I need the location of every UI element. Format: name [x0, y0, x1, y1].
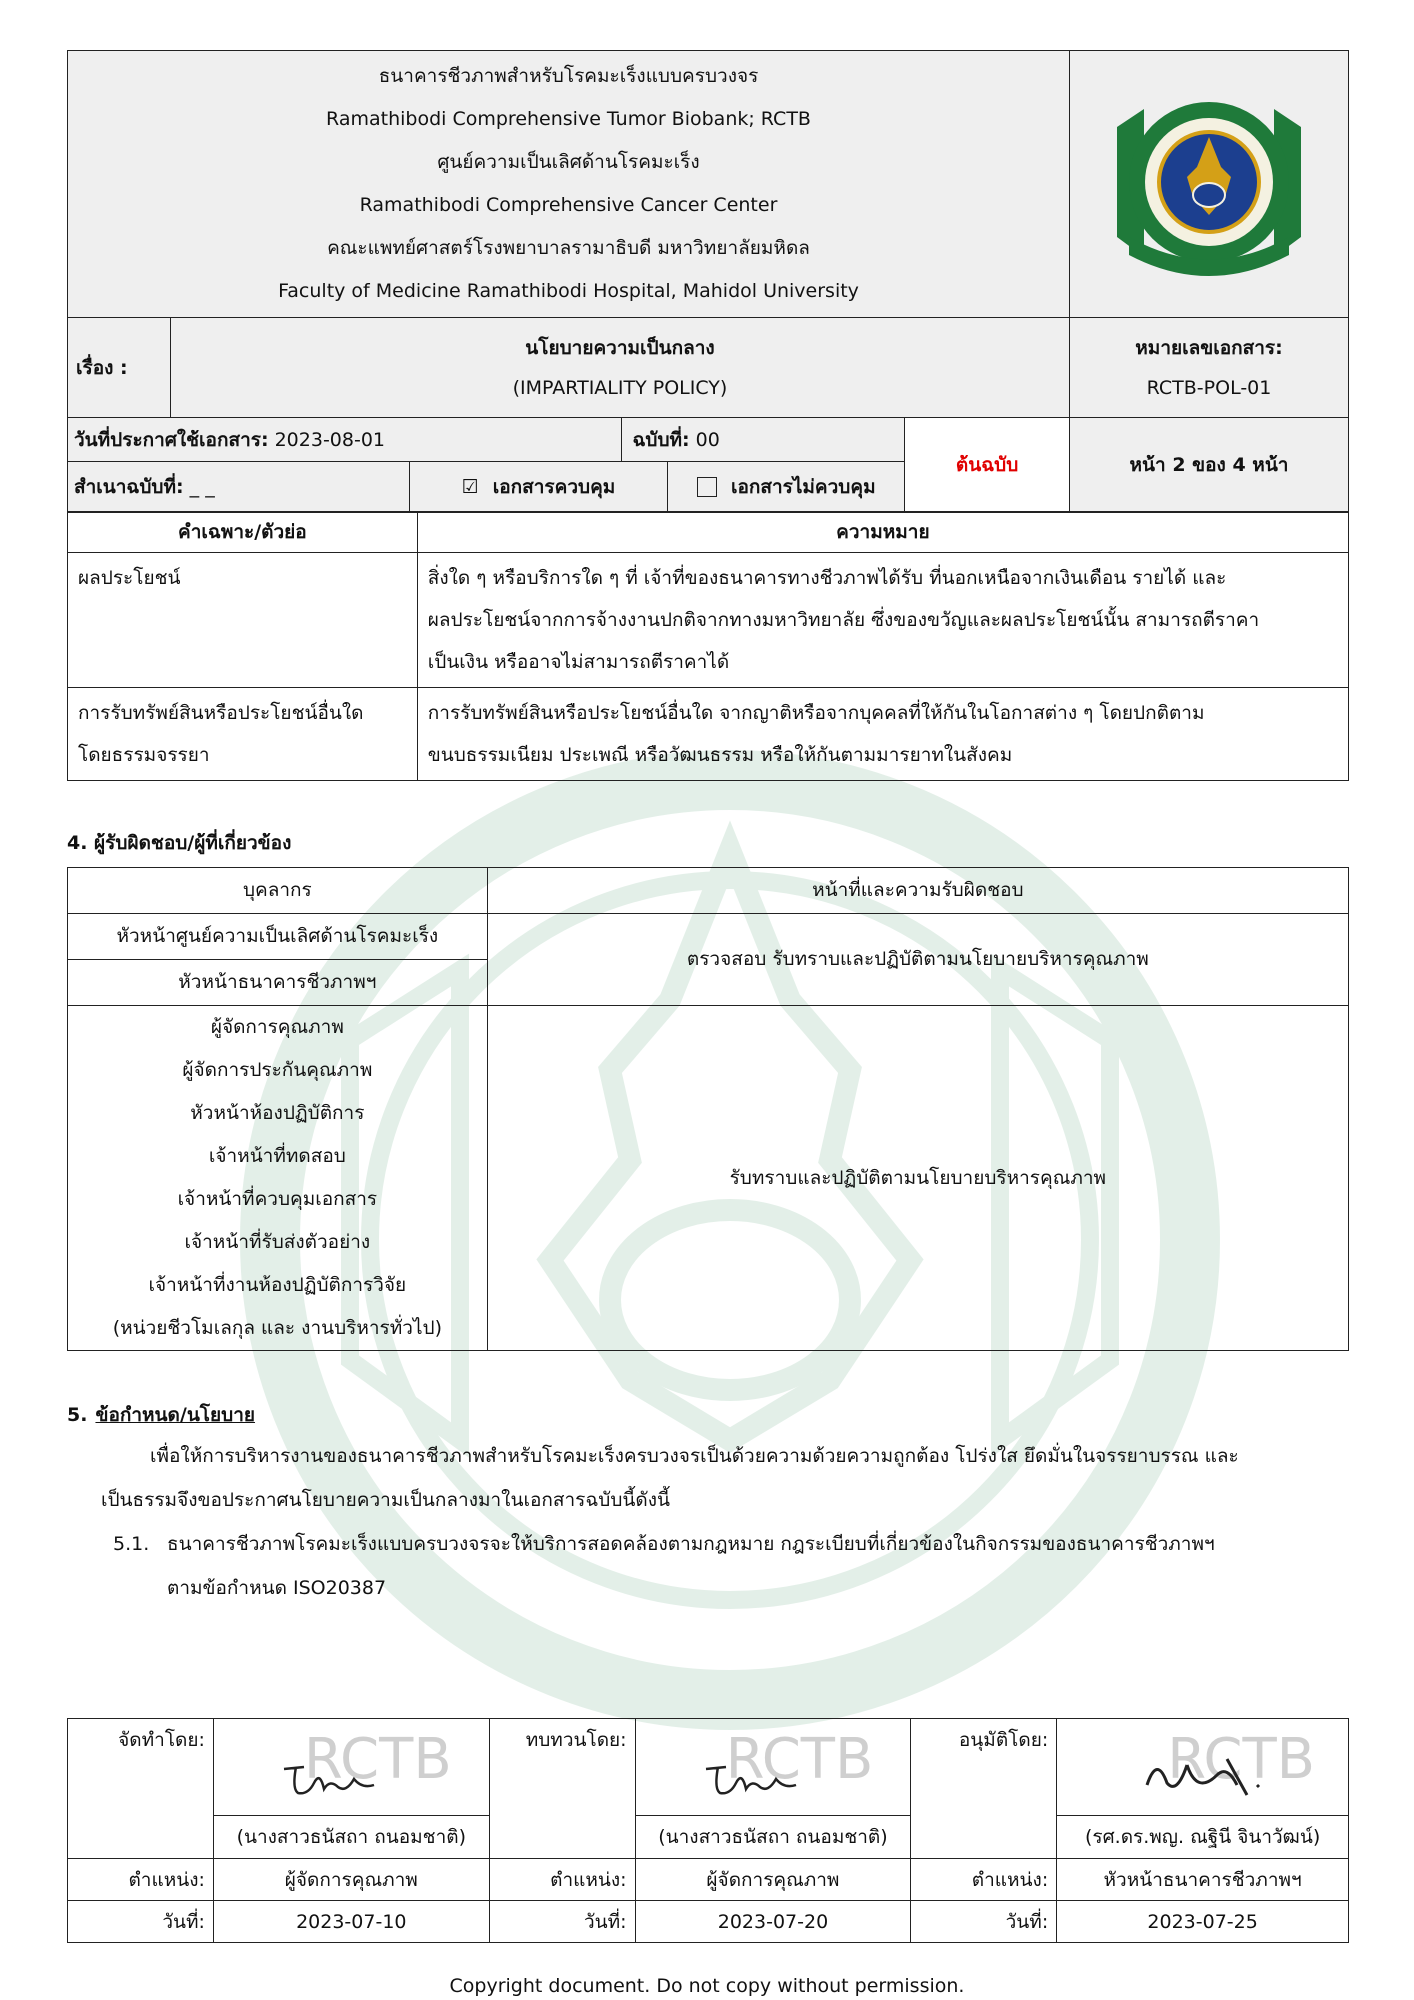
responsible-person: เจ้าหน้าที่ควบคุมเอกสาร [177, 1188, 378, 1210]
faculty-name-en: Faculty of Medicine Ramathibodi Hospital, Mahidol University [278, 280, 859, 302]
subject-label: เรื่อง : [68, 318, 171, 418]
approved-by-name: (รศ.ดร.พญ. ณฐินี จินาวัฒน์) [1057, 1815, 1348, 1852]
reviewed-by-name: (นางสาวธนัสถา ถนอมชาติ) [636, 1815, 911, 1852]
approved-by-label: อนุมัติโดย: [911, 1719, 1057, 1859]
announce-date-cell [68, 418, 622, 462]
docno-value: RCTB-POL-01 [1146, 376, 1272, 399]
rctb-watermark-logo: RCTB [725, 1727, 874, 1792]
page-indicator: หน้า 2 ของ 4 หน้า [1070, 418, 1349, 512]
prepared-position: ผู้จัดการคุณภาพ [213, 1859, 489, 1901]
docno-label: หมายเลขเอกสาร: [1135, 336, 1283, 359]
definition-meaning-line: สิ่งใด ๆ หรือบริการใด ๆ ที่ เจ้าที่ของธนาคารทางชีวภาพได้รับ ที่นอกเหนือจากเงินเดือน รายได้ และ [427, 567, 1227, 589]
reviewed-position: ผู้จัดการคุณภาพ [635, 1859, 911, 1901]
original-stamp: ต้นฉบับ [905, 418, 1070, 512]
definitions-table [67, 512, 1349, 781]
position-label: ตำแหน่ง: [489, 1859, 635, 1901]
paragraph-line: เพื่อให้การบริหารงานของธนาคารชีวภาพสำหรับโรคมะเร็งครบวงจรเป็นด้วยความด้วยความถูกต้อง โปร่งใส ยึดมั่นในจรรยาบรรณ และ [150, 1445, 1239, 1467]
org-name-th: ธนาคารชีวภาพสำหรับโรคมะเร็งแบบครบวงจร [378, 65, 759, 87]
policy-item-line: ธนาคารชีวภาพโรคมะเร็งแบบครบวงจรจะให้บริการสอดคล้องตามกฎหมาย กฎระเบียบที่เกี่ยวข้องในกิจกรรมของธนาคารชีวภาพฯ [167, 1533, 1215, 1555]
faculty-name-th: คณะแพทย์ศาสตร์โรงพยาบาลรามาธิบดี มหาวิทยาลัยมหิดล [327, 237, 810, 259]
uncontrolled-doc-cell [668, 462, 905, 512]
date-label: วันที่: [489, 1901, 635, 1943]
definition-meaning [417, 553, 1348, 688]
prepared-by-label: จัดทำโดย: [68, 1719, 214, 1859]
docno-cell [1070, 318, 1349, 418]
section-5-title [67, 1400, 255, 1430]
controlled-doc-cell [409, 462, 668, 512]
copyright-footer: Copyright document. Do not copy without permission. [449, 1975, 965, 1997]
signature-table [67, 1718, 1349, 1943]
date-label: วันที่: [68, 1901, 214, 1943]
controlled-label: เอกสารควบคุม [492, 475, 616, 498]
definition-meaning-line: ผลประโยชน์จากการจ้างงานปกติจากทางมหาวิทยาลัย ซึ่งของขวัญและผลประโยชน์นั้น สามารถตีราคา [427, 609, 1260, 631]
responsibility-header-duty: หน้าที่และความรับผิดชอบ [487, 868, 1348, 914]
org-name-en: Ramathibodi Comprehensive Tumor Biobank; RCTB [326, 108, 811, 130]
date-label: วันที่: [911, 1901, 1057, 1943]
responsibility-duty: ตรวจสอบ รับทราบและปฏิบัติตามนโยบายบริหารคุณภาพ [487, 914, 1348, 1006]
responsible-person: (หน่วยชีวโมเลกุล และ งานบริหารทั่วไป) [112, 1317, 442, 1339]
definition-term-line: โดยธรรมจรรยา [78, 744, 210, 766]
prepared-by-name: (นางสาวธนัสถา ถนอมชาติ) [214, 1815, 489, 1852]
responsible-person: หัวหน้าศูนย์ความเป็นเลิศด้านโรคมะเร็ง [68, 914, 488, 960]
responsible-person: ผู้จัดการประกันคุณภาพ [182, 1059, 373, 1081]
copy-number-value: _ _ [189, 475, 215, 498]
prepared-signature-cell [213, 1719, 489, 1859]
copy-number-label: สำเนาฉบับที่: [74, 475, 184, 498]
definition-meaning [417, 688, 1348, 781]
responsibility-header-person: บุคลากร [68, 868, 488, 914]
center-name-th: ศูนย์ความเป็นเลิศด้านโรคมะเร็ง [437, 151, 700, 173]
responsible-person: หัวหน้าห้องปฏิบัติการ [190, 1102, 365, 1124]
table-row [68, 688, 1349, 781]
document-header [67, 50, 1349, 512]
definition-meaning-line: เป็นเงิน หรืออาจไม่สามารถตีราคาได้ [427, 651, 730, 673]
section-4-title: 4. ผู้รับผิดชอบ/ผู้ที่เกี่ยวข้อง [67, 832, 292, 854]
approved-date: 2023-07-25 [1057, 1901, 1349, 1943]
edition-cell [622, 418, 905, 462]
responsible-person: เจ้าหน้าที่งานห้องปฏิบัติการวิจัย [148, 1274, 407, 1296]
definition-meaning-line: ขนบธรรมเนียม ประเพณี หรือวัฒนธรรม หรือให้กันตามมารยาทในสังคม [427, 744, 1013, 766]
responsible-person-list [68, 1006, 488, 1351]
definitions-header-term: คำเฉพาะ/ตัวย่อ [68, 513, 418, 553]
subject-cell [170, 318, 1069, 418]
policy-item-number: 5.1. [113, 1533, 150, 1555]
policy-item-5-1 [113, 1522, 1349, 1610]
controlled-checkbox[interactable]: ☑ [461, 475, 479, 498]
responsible-person: ผู้จัดการคุณภาพ [210, 1016, 344, 1038]
section-5-number: 5. [67, 1404, 88, 1426]
edition-value: 00 [695, 428, 720, 451]
reviewed-by-label: ทบทวนโดย: [489, 1719, 635, 1859]
handwritten-signature [274, 1749, 394, 1809]
definition-meaning-line: การรับทรัพย์สินหรือประโยชน์อื่นใด จากญาติหรือจากบุคคลที่ให้กันในโอกาสต่าง ๆ โดยปกติตาม [427, 702, 1205, 724]
handwritten-signature [1137, 1745, 1287, 1805]
approved-position: หัวหน้าธนาคารชีวภาพฯ [1057, 1859, 1349, 1901]
subject-title-th: นโยบายความเป็นกลาง [525, 336, 715, 359]
responsible-person: เจ้าหน้าที่รับส่งตัวอย่าง [184, 1231, 371, 1253]
handwritten-signature [696, 1749, 816, 1809]
center-name-en: Ramathibodi Comprehensive Cancer Center [359, 194, 778, 216]
copy-number-cell [68, 462, 410, 512]
definition-term-line: การรับทรัพย์สินหรือประโยชน์อื่นใด [78, 702, 364, 724]
definition-term [68, 688, 418, 781]
reviewed-signature-cell [635, 1719, 911, 1859]
organization-title-block [68, 51, 1070, 318]
table-row [68, 1006, 1349, 1351]
faculty-logo [1099, 87, 1319, 277]
position-label: ตำแหน่ง: [911, 1859, 1057, 1901]
rctb-watermark-logo: RCTB [303, 1727, 452, 1792]
table-row [68, 553, 1349, 688]
responsible-person: เจ้าหน้าที่ทดสอบ [208, 1145, 346, 1167]
approved-signature-cell [1057, 1719, 1349, 1859]
section-5-heading: ข้อกำหนด/นโยบาย [95, 1404, 256, 1426]
rctb-watermark-logo: RCTB [1167, 1727, 1316, 1792]
responsibility-duty: รับทราบและปฏิบัติตามนโยบายบริหารคุณภาพ [487, 1006, 1348, 1351]
responsibility-table [67, 867, 1349, 1351]
reviewed-date: 2023-07-20 [635, 1901, 911, 1943]
subject-title-en: (IMPARTIALITY POLICY) [512, 376, 728, 399]
definition-term: ผลประโยชน์ [68, 553, 418, 688]
uncontrolled-label: เอกสารไม่ควบคุม [730, 475, 876, 498]
uncontrolled-checkbox[interactable] [697, 477, 717, 497]
logo-cell [1070, 51, 1349, 318]
policy-item-line: ตามข้อกำหนด ISO20387 [167, 1577, 387, 1599]
definitions-header-meaning: ความหมาย [417, 513, 1348, 553]
responsible-person: หัวหน้าธนาคารชีวภาพฯ [68, 960, 488, 1006]
table-row [68, 914, 1349, 960]
announce-date-value: 2023-08-01 [274, 428, 386, 451]
paragraph-line: เป็นธรรมจึงขอประกาศนโยบายความเป็นกลางมาในเอกสารฉบับนี้ดังนี้ [101, 1489, 670, 1511]
announce-date-label: วันที่ประกาศใช้เอกสาร: [74, 428, 269, 451]
section-5-paragraph [67, 1434, 1349, 1522]
edition-label: ฉบับที่: [632, 428, 690, 451]
prepared-date: 2023-07-10 [213, 1901, 489, 1943]
position-label: ตำแหน่ง: [68, 1859, 214, 1901]
